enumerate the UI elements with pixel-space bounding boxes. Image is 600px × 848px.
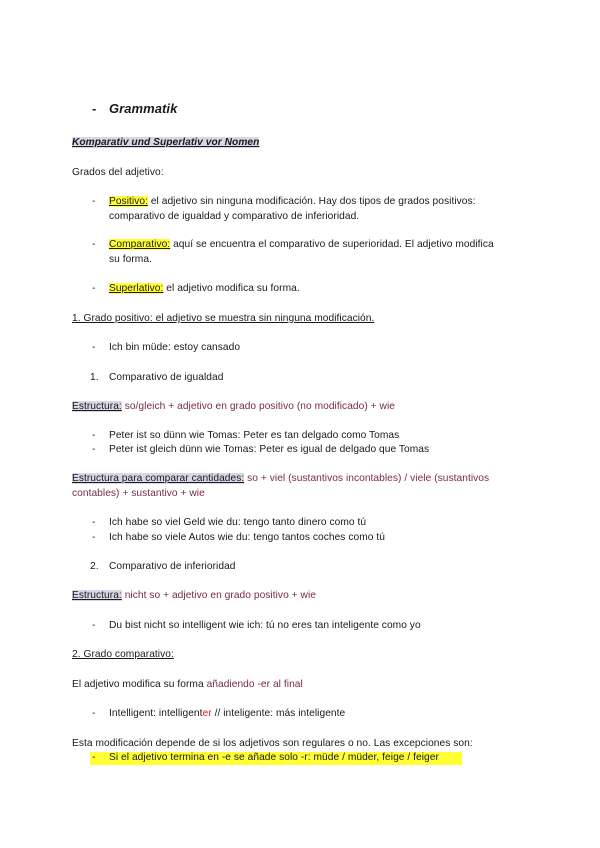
list-item	[109, 283, 300, 294]
term-positivo: Positivo:	[109, 196, 148, 207]
bullet-dash: -	[92, 444, 96, 455]
bullet-dash: -	[92, 430, 96, 441]
numbered-1-num: 1.	[90, 372, 99, 383]
page-title: Grammatik	[109, 101, 178, 116]
bullet-dash: -	[92, 752, 96, 763]
section1-title: 1. Grado positivo: el adjetivo se muestra sin ninguna modificación.	[72, 313, 375, 324]
example-muede: Ich bin müde: estoy cansado	[109, 342, 241, 353]
example-er-a: Intelligent: intelligent	[109, 708, 203, 719]
item-text: aquí se encuentra el comparativo de superioridad. El adjetivo modifica	[170, 239, 494, 250]
modifica-highlight: añadiendo -er al final	[206, 679, 303, 690]
term-superlativo: Superlativo:	[109, 283, 164, 294]
cantidades-label: Estructura para comparar cantidades:	[72, 473, 245, 484]
example-intelligent: Du bist nicht so intelligent wie ich: tú no eres tan inteligente como yo	[109, 620, 421, 631]
term-comparativo: Comparativo:	[109, 239, 171, 250]
estructura-1	[72, 401, 395, 412]
bullet-dash: -	[92, 708, 96, 719]
grados-intro: Grados del adjetivo:	[72, 167, 164, 178]
example-duenn-2: Peter ist gleich dünn wie Tomas: Peter es igual de delgado que Tomas	[109, 444, 430, 455]
estructura-text: nicht so + adjetivo en grado positivo + wie	[121, 590, 316, 601]
numbered-2-num: 2.	[90, 561, 99, 572]
list-item	[109, 239, 494, 250]
bullet-dash: -	[92, 532, 96, 543]
cantidades-cont: contables) + sustantivo + wie	[72, 488, 205, 499]
example-duenn-1: Peter ist so dünn wie Tomas: Peter es tan delgado como Tomas	[109, 430, 400, 441]
estructura-text: so/gleich + adjetivo en grado positivo (no modificado) + wie	[121, 401, 395, 412]
bullet-dash: -	[92, 239, 96, 250]
list-item-cont: comparativo de igualdad y comparativo de inferioridad.	[109, 211, 360, 222]
heading-bullet: -	[92, 101, 97, 116]
modifica-text: El adjetivo modifica su forma	[72, 679, 207, 690]
numbered-2-text: Comparativo de inferioridad	[109, 561, 236, 572]
bullet-dash: -	[92, 342, 96, 353]
estructura-2	[72, 590, 316, 601]
bullet-dash: -	[92, 283, 96, 294]
item-text: el adjetivo sin ninguna modificación. Hay dos tipos de grados positivos:	[147, 196, 476, 207]
modifica	[72, 679, 303, 690]
last-bullet: Si el adjetivo termina en -e se añade solo -r: müde / müder, feige / feiger	[109, 752, 439, 763]
section2-title: 2. Grado comparativo:	[72, 649, 174, 660]
list-item	[109, 196, 476, 207]
estructura-label: Estructura:	[72, 401, 122, 412]
example-er-suffix: er	[202, 708, 212, 719]
numbered-1-text: Comparativo de igualdad	[109, 372, 224, 383]
bullet-dash: -	[92, 517, 96, 528]
estructura-label: Estructura:	[72, 590, 122, 601]
cantidades-text: so + viel (sustantivos incontables) / viele (sustantivos	[244, 473, 490, 484]
bullet-dash: -	[92, 196, 96, 207]
example-viel-1: Ich habe so viel Geld wie du: tengo tanto dinero como tú	[109, 517, 367, 528]
excepciones: Esta modificación depende de si los adjetivos son regulares o no. Las excepciones son:	[72, 738, 473, 749]
example-er-c: // inteligente: más inteligente	[211, 708, 346, 719]
cantidades	[72, 473, 489, 484]
example-er	[109, 708, 345, 719]
bullet-dash: -	[92, 620, 96, 631]
subheading: Komparativ und Superlativ vor Nomen	[72, 137, 260, 148]
example-viel-2: Ich habe so viele Autos wie du: tengo tantos coches como tú	[109, 532, 385, 543]
list-item-cont: su forma.	[109, 254, 152, 265]
item-text: el adjetivo modifica su forma.	[163, 283, 300, 294]
